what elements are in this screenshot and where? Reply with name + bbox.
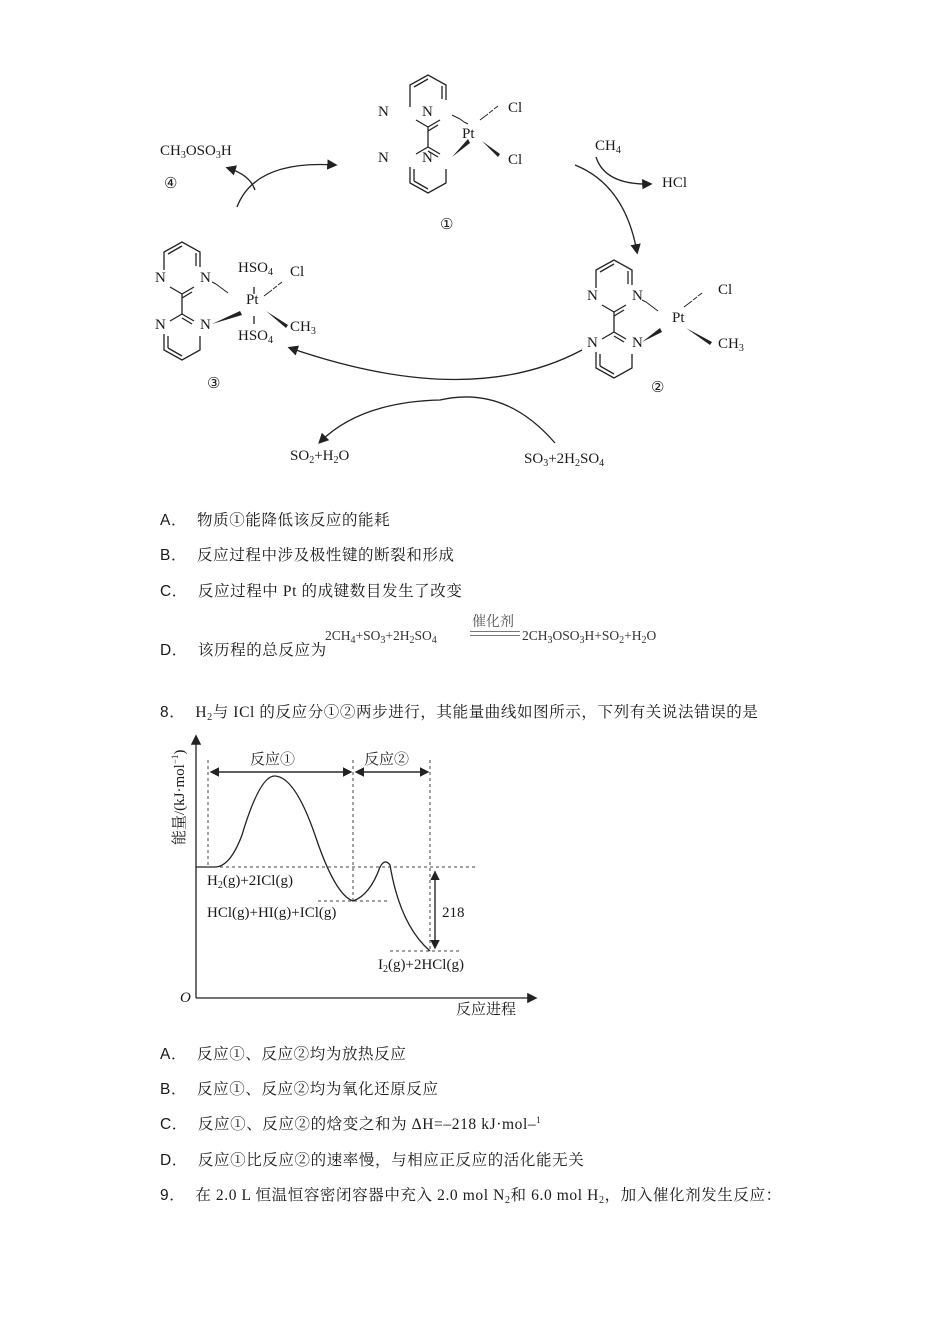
species-1-label: ① [440,217,454,233]
q7-option-d [160,638,327,660]
ligand-hso4-top: $HSO_4$ [238,260,274,278]
segment-label-1: 反应① [250,752,296,768]
question-text: 在 2.0 L 恒温恒容密闭容器中充入 2.0 mol $N_2$和 6.0 mol $H_2$，加入催化剂发生反应： [195,1187,782,1206]
atom-n: N [422,150,433,166]
atom-n: N [632,335,643,351]
ligand-hso4-bottom: $HSO_4$ [238,328,274,346]
option-letter: C． [160,583,188,600]
q8-option-b [160,1077,439,1099]
catalyst-label: 催化剂 [472,615,514,630]
ligand-ch3: $CH_3$ [718,336,744,354]
pt-metal-center: Pt [672,310,685,326]
reagent-ch4: $CH_4$ [595,138,621,156]
equals-double-line [470,631,520,636]
equation-right: $2CH_3OSO_3H+SO_2+H_2O$ [522,628,657,646]
level-intermediate: HCl(g)+HI(g)+ICl(g) [207,905,337,921]
question-text: $H_2$与 ICl 的反应分①②两步进行，其能量曲线如图所示，下列有关说法错误的是 [195,704,759,723]
option-text: 反应①比反应②的速率慢，与相应正反应的活化能无关 [197,1152,585,1169]
ligand-cl: Cl [508,100,523,116]
q7-option-b [160,543,455,565]
q8-option-d [160,1148,584,1170]
species-3-label: ③ [207,376,221,392]
option-text: 反应过程中 Pt 的成键数目发生了改变 [197,583,463,600]
equation-left: $2CH_4+SO_3+2H_2SO_4$ [325,628,437,646]
question-number: 8． [160,704,186,721]
ligand-cl: Cl [508,152,523,168]
option-letter: A． [160,512,188,529]
reagent-so3-h2so4: $SO_3+2H_2SO_4$ [524,451,605,469]
cycle-arrows [0,0,950,500]
atom-n: N [155,317,166,333]
atom-n: N [378,104,389,120]
option-letter: A． [160,1046,188,1063]
level-reactants: $H_2(g)+2ICl(g)$ [207,873,293,891]
delta-h-annotation: 218 [442,905,465,921]
option-text: 反应过程中涉及极性键的断裂和形成 [197,547,455,564]
option-text: 该历程的总反应为 [197,642,327,659]
option-letter: C． [160,1116,188,1133]
species-4-label: ④ [164,176,178,192]
option-letter: D． [160,1152,188,1169]
origin-label: O [180,990,191,1006]
pt-metal-center: Pt [246,292,259,308]
atom-n: N [200,317,211,333]
atom-n: N [632,288,643,304]
product-ch3oso3h: $CH_3OSO_3H$ [160,143,232,161]
atom-n: N [422,104,433,120]
q7-option-c [160,579,462,601]
option-text: 反应①、反应②均为放热反应 [197,1046,407,1063]
energy-curve [196,776,430,951]
q7-option-a [160,508,390,530]
q8-option-a [160,1042,406,1064]
x-axis-label: 反应进程 [456,1002,517,1018]
atom-n: N [587,335,598,351]
question-number: 9． [160,1187,186,1204]
q8-option-c [160,1112,541,1134]
y-axis-label: 能量/(kJ·mol$^{-1}$) [170,749,188,845]
option-letter: D． [160,642,188,659]
product-hcl: HCl [662,175,688,191]
option-text: 反应①、反应②的焓变之和为 ΔH=–218 kJ·mol–$^1$ [197,1115,542,1133]
option-letter: B． [160,1081,188,1098]
ligand-ch3: $CH_3$ [290,319,316,337]
atom-n: N [155,270,166,286]
q8-stem [160,700,759,722]
option-text: 物质①能降低该反应的能耗 [197,512,391,529]
option-letter: B． [160,547,188,564]
atom-n: N [587,288,598,304]
ligand-cl: Cl [718,282,733,298]
species-2-label: ② [651,380,665,396]
segment-label-2: 反应② [364,752,410,768]
atom-n: N [200,270,211,286]
ligand-cl: Cl [290,264,305,280]
pt-metal-center: Pt [462,126,475,142]
atom-n: N [378,150,389,166]
product-so2-h2o: $SO_2+H_2O$ [290,448,350,466]
level-products: $I_2(g)+2HCl(g)$ [378,957,464,975]
option-text: 反应①、反应②均为氧化还原反应 [197,1081,439,1098]
q9-stem [160,1183,782,1205]
